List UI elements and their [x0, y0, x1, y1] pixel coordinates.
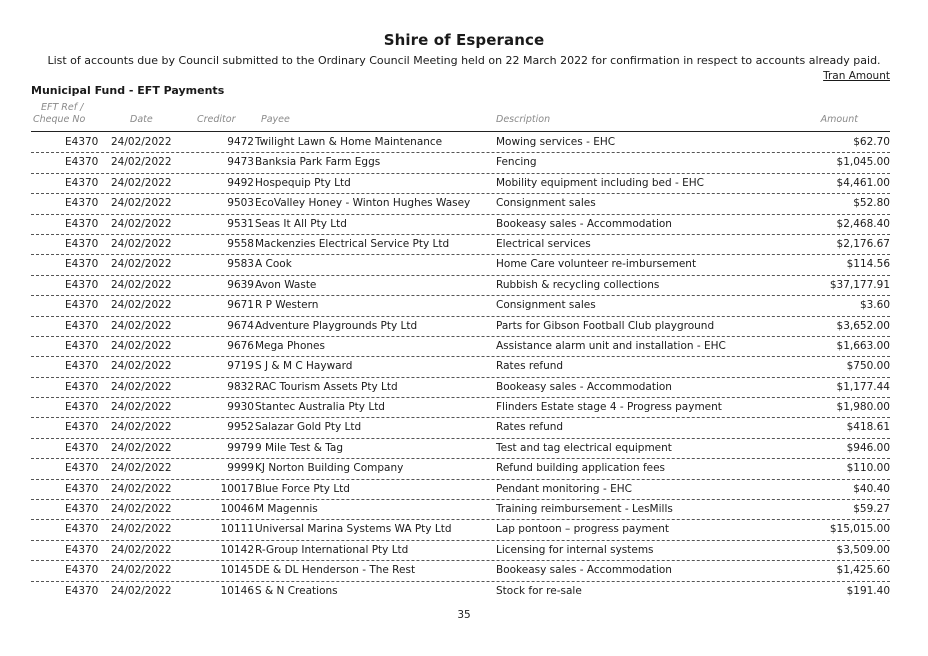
- cell-creditor: 9473: [227, 156, 254, 169]
- cell-amount: $418.61: [846, 421, 890, 434]
- cell-description: Mowing services - EHC: [496, 136, 616, 148]
- tran-amount-label: Tran Amount: [823, 70, 890, 82]
- cell-date: 24/02/2022: [111, 319, 172, 332]
- cell-payee: Twilight Lawn & Home Maintenance: [255, 136, 443, 148]
- cell-date: 24/02/2022: [111, 156, 172, 169]
- cell-amount: $1,177.44: [836, 380, 890, 393]
- cell-description: Lap pontoon – progress payment: [496, 523, 670, 536]
- cell-creditor: 9999: [227, 462, 254, 475]
- cell-payee: Mackenzies Electrical Service Pty Ltd: [255, 237, 450, 250]
- cell-date: 24/02/2022: [111, 136, 172, 148]
- cell-creditor: 9639: [227, 278, 254, 291]
- cell-description: Consignment sales: [496, 197, 596, 210]
- cell-creditor: 9503: [227, 197, 254, 210]
- cell-payee: KJ Norton Building Company: [255, 462, 404, 475]
- cell-amount: $3,509.00: [836, 543, 890, 556]
- cell-date: 24/02/2022: [111, 543, 172, 556]
- cell-date: 24/02/2022: [111, 380, 172, 393]
- cell-payee: Universal Marina Systems WA Pty Ltd: [255, 523, 452, 536]
- cell-description: Refund building application fees: [496, 462, 666, 475]
- cell-payee: Avon Waste: [255, 278, 317, 291]
- cell-date: 24/02/2022: [111, 421, 172, 434]
- cell-amount: $1,425.60: [836, 564, 890, 577]
- cell-payee: EcoValley Honey - Winton Hughes Wasey: [255, 197, 471, 210]
- cell-description: Stock for re-sale: [496, 584, 582, 597]
- table-row: [31, 561, 890, 581]
- table-row: [31, 174, 890, 194]
- cell-ref: E4370: [65, 482, 99, 495]
- cell-amount: $946.00: [846, 441, 890, 454]
- cell-ref: E4370: [65, 360, 99, 373]
- cell-payee: S & N Creations: [255, 584, 338, 597]
- cell-description: Home Care volunteer re-imbursement: [496, 258, 697, 271]
- cell-creditor: 9676: [227, 339, 254, 352]
- table-header: [31, 101, 890, 132]
- page-number: 35: [457, 609, 471, 621]
- table-row: [31, 276, 890, 296]
- cell-payee: Seas It All Pty Ltd: [255, 217, 347, 230]
- cell-ref: E4370: [65, 401, 99, 414]
- table-row: [31, 480, 890, 500]
- table-row: [31, 235, 890, 255]
- header-eft-ref: EFT Ref /: [41, 102, 84, 113]
- cell-creditor: 9979: [227, 441, 254, 454]
- cell-creditor: 10046: [220, 503, 254, 516]
- cell-description: Parts for Gibson Football Club playground: [496, 319, 715, 332]
- cell-description: Test and tag electrical equipment: [496, 441, 672, 454]
- cell-payee: Blue Force Pty Ltd: [255, 482, 350, 495]
- header-date: Date: [130, 114, 153, 125]
- cell-amount: $59.27: [853, 503, 890, 516]
- cell-date: 24/02/2022: [111, 278, 172, 291]
- header-cheque-no: Cheque No: [33, 114, 86, 125]
- cell-amount: $37,177.91: [829, 278, 890, 291]
- table-row: [31, 378, 890, 398]
- cell-ref: E4370: [65, 136, 99, 148]
- table-row: [31, 541, 890, 561]
- cell-creditor: 9558: [227, 237, 254, 250]
- cell-description: Bookeasy sales - Accommodation: [496, 380, 672, 393]
- cell-ref: E4370: [65, 237, 99, 250]
- table-row: [31, 520, 890, 540]
- cell-creditor: 9674: [227, 319, 254, 332]
- cell-description: Training reimbursement - LesMills: [496, 503, 673, 516]
- cell-amount: $1,980.00: [836, 401, 890, 414]
- cell-date: 24/02/2022: [111, 401, 172, 414]
- cell-payee: RAC Tourism Assets Pty Ltd: [255, 380, 398, 393]
- cell-ref: E4370: [65, 564, 99, 577]
- cell-ref: E4370: [65, 421, 99, 434]
- cell-payee: Hospequip Pty Ltd: [255, 176, 351, 189]
- cell-amount: $40.40: [853, 482, 890, 495]
- cell-amount: $1,045.00: [836, 156, 890, 169]
- cell-description: Flinders Estate stage 4 - Progress payment: [496, 401, 722, 414]
- cell-ref: E4370: [65, 523, 99, 536]
- cell-ref: E4370: [65, 197, 99, 210]
- cell-ref: E4370: [65, 339, 99, 352]
- cell-ref: E4370: [65, 380, 99, 393]
- cell-creditor: 10111: [220, 523, 254, 536]
- cell-creditor: 9531: [227, 217, 254, 230]
- cell-description: Licensing for internal systems: [496, 543, 654, 556]
- cell-creditor: 9832: [227, 380, 254, 393]
- section-title: Municipal Fund - EFT Payments: [31, 84, 225, 97]
- table-row: [31, 459, 890, 479]
- cell-ref: E4370: [65, 176, 99, 189]
- cell-payee: A Cook: [255, 258, 292, 271]
- cell-payee: R-Group International Pty Ltd: [255, 543, 409, 556]
- cell-date: 24/02/2022: [111, 360, 172, 373]
- cell-amount: $191.40: [846, 584, 890, 597]
- cell-description: Bookeasy sales - Accommodation: [496, 217, 672, 230]
- cell-ref: E4370: [65, 156, 99, 169]
- cell-payee: R P Western: [255, 299, 319, 312]
- cell-ref: E4370: [65, 543, 99, 556]
- cell-description: Consignment sales: [496, 299, 596, 312]
- cell-ref: E4370: [65, 299, 99, 312]
- cell-ref: E4370: [65, 217, 99, 230]
- cell-ref: E4370: [65, 441, 99, 454]
- cell-description: Electrical services: [496, 237, 591, 250]
- cell-description: Rates refund: [496, 360, 564, 373]
- cell-description: Pendant monitoring - EHC: [496, 482, 632, 495]
- cell-amount: $110.00: [846, 462, 890, 475]
- cell-date: 24/02/2022: [111, 197, 172, 210]
- cell-date: 24/02/2022: [111, 584, 172, 597]
- table-row: [31, 133, 890, 153]
- cell-ref: E4370: [65, 258, 99, 271]
- cell-creditor: 10142: [220, 543, 254, 556]
- cell-creditor: 9952: [227, 421, 254, 434]
- cell-date: 24/02/2022: [111, 339, 172, 352]
- cell-ref: E4370: [65, 278, 99, 291]
- cell-creditor: 9472: [227, 136, 254, 148]
- cell-date: 24/02/2022: [111, 176, 172, 189]
- document-title: Shire of Esperance: [383, 31, 545, 49]
- cell-creditor: 9719: [227, 360, 254, 373]
- cell-description: Assistance alarm unit and installation - EHC: [496, 339, 726, 352]
- header-description: Description: [496, 114, 551, 125]
- cell-ref: E4370: [65, 584, 99, 597]
- cell-date: 24/02/2022: [111, 482, 172, 495]
- cell-creditor: 9930: [227, 401, 254, 414]
- cell-payee: Stantec Australia Pty Ltd: [255, 401, 385, 414]
- header-payee: Payee: [261, 114, 290, 125]
- cell-ref: E4370: [65, 462, 99, 475]
- cell-payee: Banksia Park Farm Eggs: [255, 156, 381, 169]
- table-row: [31, 194, 890, 214]
- cell-creditor: 10146: [220, 584, 254, 597]
- cell-amount: $52.80: [853, 197, 890, 210]
- cell-payee: S J & M C Hayward: [255, 360, 353, 373]
- table-row: [31, 500, 890, 520]
- table-row: [31, 418, 890, 438]
- table-row: [31, 153, 890, 173]
- table-row: [31, 398, 890, 418]
- cell-amount: $4,461.00: [836, 176, 890, 189]
- cell-description: Bookeasy sales - Accommodation: [496, 564, 672, 577]
- cell-date: 24/02/2022: [111, 523, 172, 536]
- cell-payee: Salazar Gold Pty Ltd: [255, 421, 362, 434]
- table-row: [31, 317, 890, 337]
- table-row: [31, 215, 890, 235]
- cell-amount: $3.60: [859, 299, 890, 312]
- cell-payee: Mega Phones: [255, 339, 325, 352]
- table-row: [31, 296, 890, 316]
- table-row: [31, 439, 890, 459]
- cell-ref: E4370: [65, 319, 99, 332]
- document-subtitle: List of accounts due by Council submitted to the Ordinary Council Meeting held on 22 March 2022 for confirmation in respect to accounts already paid.: [47, 54, 881, 67]
- cell-creditor: 9492: [227, 176, 254, 189]
- cell-description: Fencing: [496, 156, 537, 169]
- cell-payee: Adventure Playgrounds Pty Ltd: [255, 319, 418, 332]
- cell-amount: $1,663.00: [836, 339, 890, 352]
- header-creditor: Creditor: [197, 114, 236, 125]
- cell-date: 24/02/2022: [111, 441, 172, 454]
- cell-date: 24/02/2022: [111, 217, 172, 230]
- table-row: [31, 255, 890, 275]
- table-row: [31, 582, 890, 601]
- cell-amount: $3,652.00: [836, 319, 890, 332]
- table-row: [31, 357, 890, 377]
- cell-description: Rates refund: [496, 421, 564, 434]
- cell-amount: $114.56: [846, 258, 890, 271]
- cell-creditor: 9671: [227, 299, 254, 312]
- cell-date: 24/02/2022: [111, 462, 172, 475]
- payments-table-body: [31, 133, 890, 601]
- cell-amount: $15,015.00: [829, 523, 890, 536]
- cell-description: Mobility equipment including bed - EHC: [496, 176, 705, 189]
- cell-creditor: 9583: [227, 258, 254, 271]
- header-amount: Amount: [820, 114, 858, 125]
- cell-date: 24/02/2022: [111, 299, 172, 312]
- cell-date: 24/02/2022: [111, 503, 172, 516]
- cell-description: Rubbish & recycling collections: [496, 278, 660, 291]
- cell-ref: E4370: [65, 503, 99, 516]
- cell-amount: $2,176.67: [836, 237, 890, 250]
- cell-payee: M Magennis: [255, 503, 318, 516]
- cell-creditor: 10145: [220, 564, 254, 577]
- table-row: [31, 337, 890, 357]
- cell-date: 24/02/2022: [111, 258, 172, 271]
- cell-amount: $2,468.40: [836, 217, 890, 230]
- cell-amount: $750.00: [846, 360, 890, 373]
- cell-date: 24/02/2022: [111, 237, 172, 250]
- cell-date: 24/02/2022: [111, 564, 172, 577]
- cell-payee: 9 Mile Test & Tag: [255, 441, 344, 454]
- cell-creditor: 10017: [220, 482, 254, 495]
- cell-amount: $62.70: [853, 136, 890, 148]
- cell-payee: DE & DL Henderson - The Rest: [255, 564, 416, 577]
